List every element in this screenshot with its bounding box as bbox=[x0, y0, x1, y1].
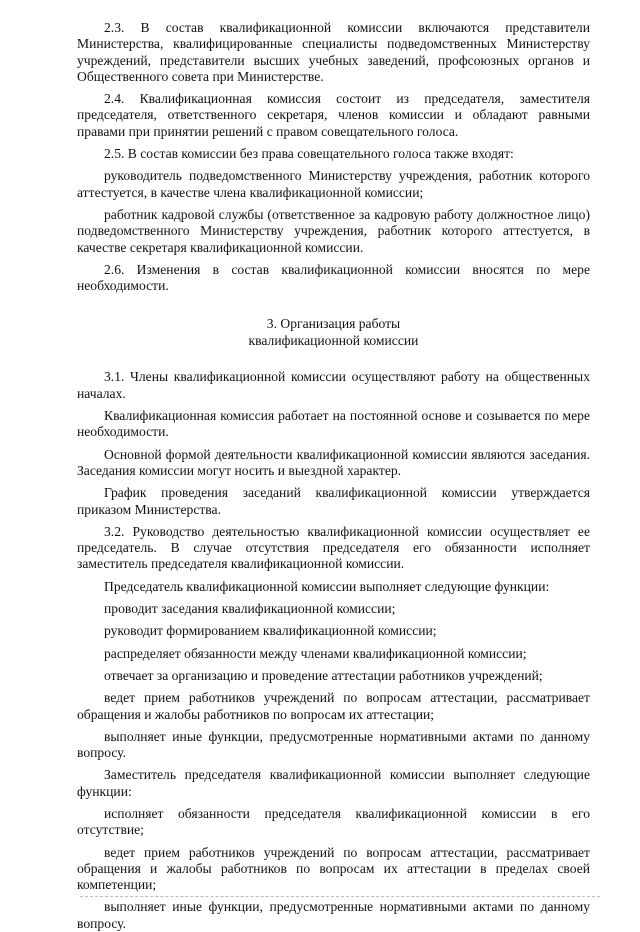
list-item-deputy-1: исполняет обязанности председателя квалификационной комиссии в его отсутствие; bbox=[77, 805, 590, 838]
section-3-heading-line-1: 3. Организация работы bbox=[266, 316, 401, 332]
list-item-chair-1: проводит заседания квалификационной комиссии; bbox=[104, 601, 396, 617]
paragraph-3-2: 3.2. Руководство деятельностью квалификационной комиссии осуществляет ее председатель. В случае отсутствия председателя его обязанности исполняет заместитель председателя квалификационной комиссии. bbox=[77, 523, 590, 572]
paragraph-3-1c: Основной формой деятельности квалификационной комиссии являются заседания. Заседания комиссии могут носить и выездной характер. bbox=[77, 446, 590, 478]
paragraph-2-5-item-2: работник кадровой службы (ответственное за кадровую работу должностное лицо) подведомственного Министерству учреждения, работник которого аттестуется, в качестве секретаря квалификационной комиссии. bbox=[77, 206, 590, 255]
paragraph-3-1: 3.1. Члены квалификационной комиссии осуществляют работу на общественных началах. bbox=[77, 369, 590, 401]
footer-rule bbox=[80, 896, 600, 897]
paragraph-2-5: 2.5. В состав комиссии без права совещательного голоса также входят: bbox=[104, 146, 514, 162]
list-item-chair-5: ведет прием работников учреждений по вопросам аттестации, рассматривает обращения и жалобы работников по вопросам их аттестации; bbox=[77, 690, 590, 722]
paragraph-2-3: 2.3. В состав квалификационной комиссии включаются представители Министерства, квалифицированные специалисты подведомственных Министерству учреждений, представители высших учебных заведений, профсоюзных органов и Общественного совета при Министерстве. bbox=[77, 20, 590, 84]
paragraph-3-1b: Квалификационная комиссия работает на постоянной основе и созывается по мере необходимости. bbox=[77, 408, 590, 440]
section-3-heading bbox=[77, 316, 590, 349]
list-item-chair-6: выполняет иные функции, предусмотренные нормативными актами по данному вопросу. bbox=[77, 728, 590, 761]
paragraph-2-6: 2.6. Изменения в состав квалификационной комиссии вносятся по мере необходимости. bbox=[77, 261, 590, 294]
paragraph-2-5-item-1: руководитель подведомственного Министерству учреждения, работник которого аттестуется, в качестве члена квалификационной комиссии; bbox=[77, 168, 590, 200]
section-3-heading-line-2: квалификационной комиссии bbox=[248, 332, 419, 348]
list-item-chair-4: отвечает за организацию и проведение аттестации работников учреждений; bbox=[104, 667, 543, 683]
list-item-deputy-2: ведет прием работников учреждений по вопросам аттестации, рассматривает обращения и жалобы работников по вопросам их аттестации в пределах своей компетенции; bbox=[77, 844, 590, 893]
list-item-chair-3: распределяет обязанности между членами квалификационной комиссии; bbox=[104, 645, 527, 661]
paragraph-deputy-functions: Заместитель председателя квалификационной комиссии выполняет следующие функции: bbox=[77, 767, 590, 799]
list-item-chair-2: руководит формированием квалификационной комиссии; bbox=[104, 623, 437, 639]
paragraph-2-4: 2.4. Квалификационная комиссия состоит из председателя, заместителя председателя, ответственного секретаря, членов комиссии и обладают равными правами при принятии решений с правом совещательного голоса. bbox=[77, 91, 590, 139]
paragraph-chair-functions: Председатель квалификационной комиссии выполняет следующие функции: bbox=[104, 578, 550, 594]
paragraph-3-1d: График проведения заседаний квалификационной комиссии утверждается приказом Министерства. bbox=[77, 485, 590, 517]
list-item-deputy-3: выполняет иные функции, предусмотренные нормативными актами по данному вопросу. bbox=[77, 899, 590, 931]
